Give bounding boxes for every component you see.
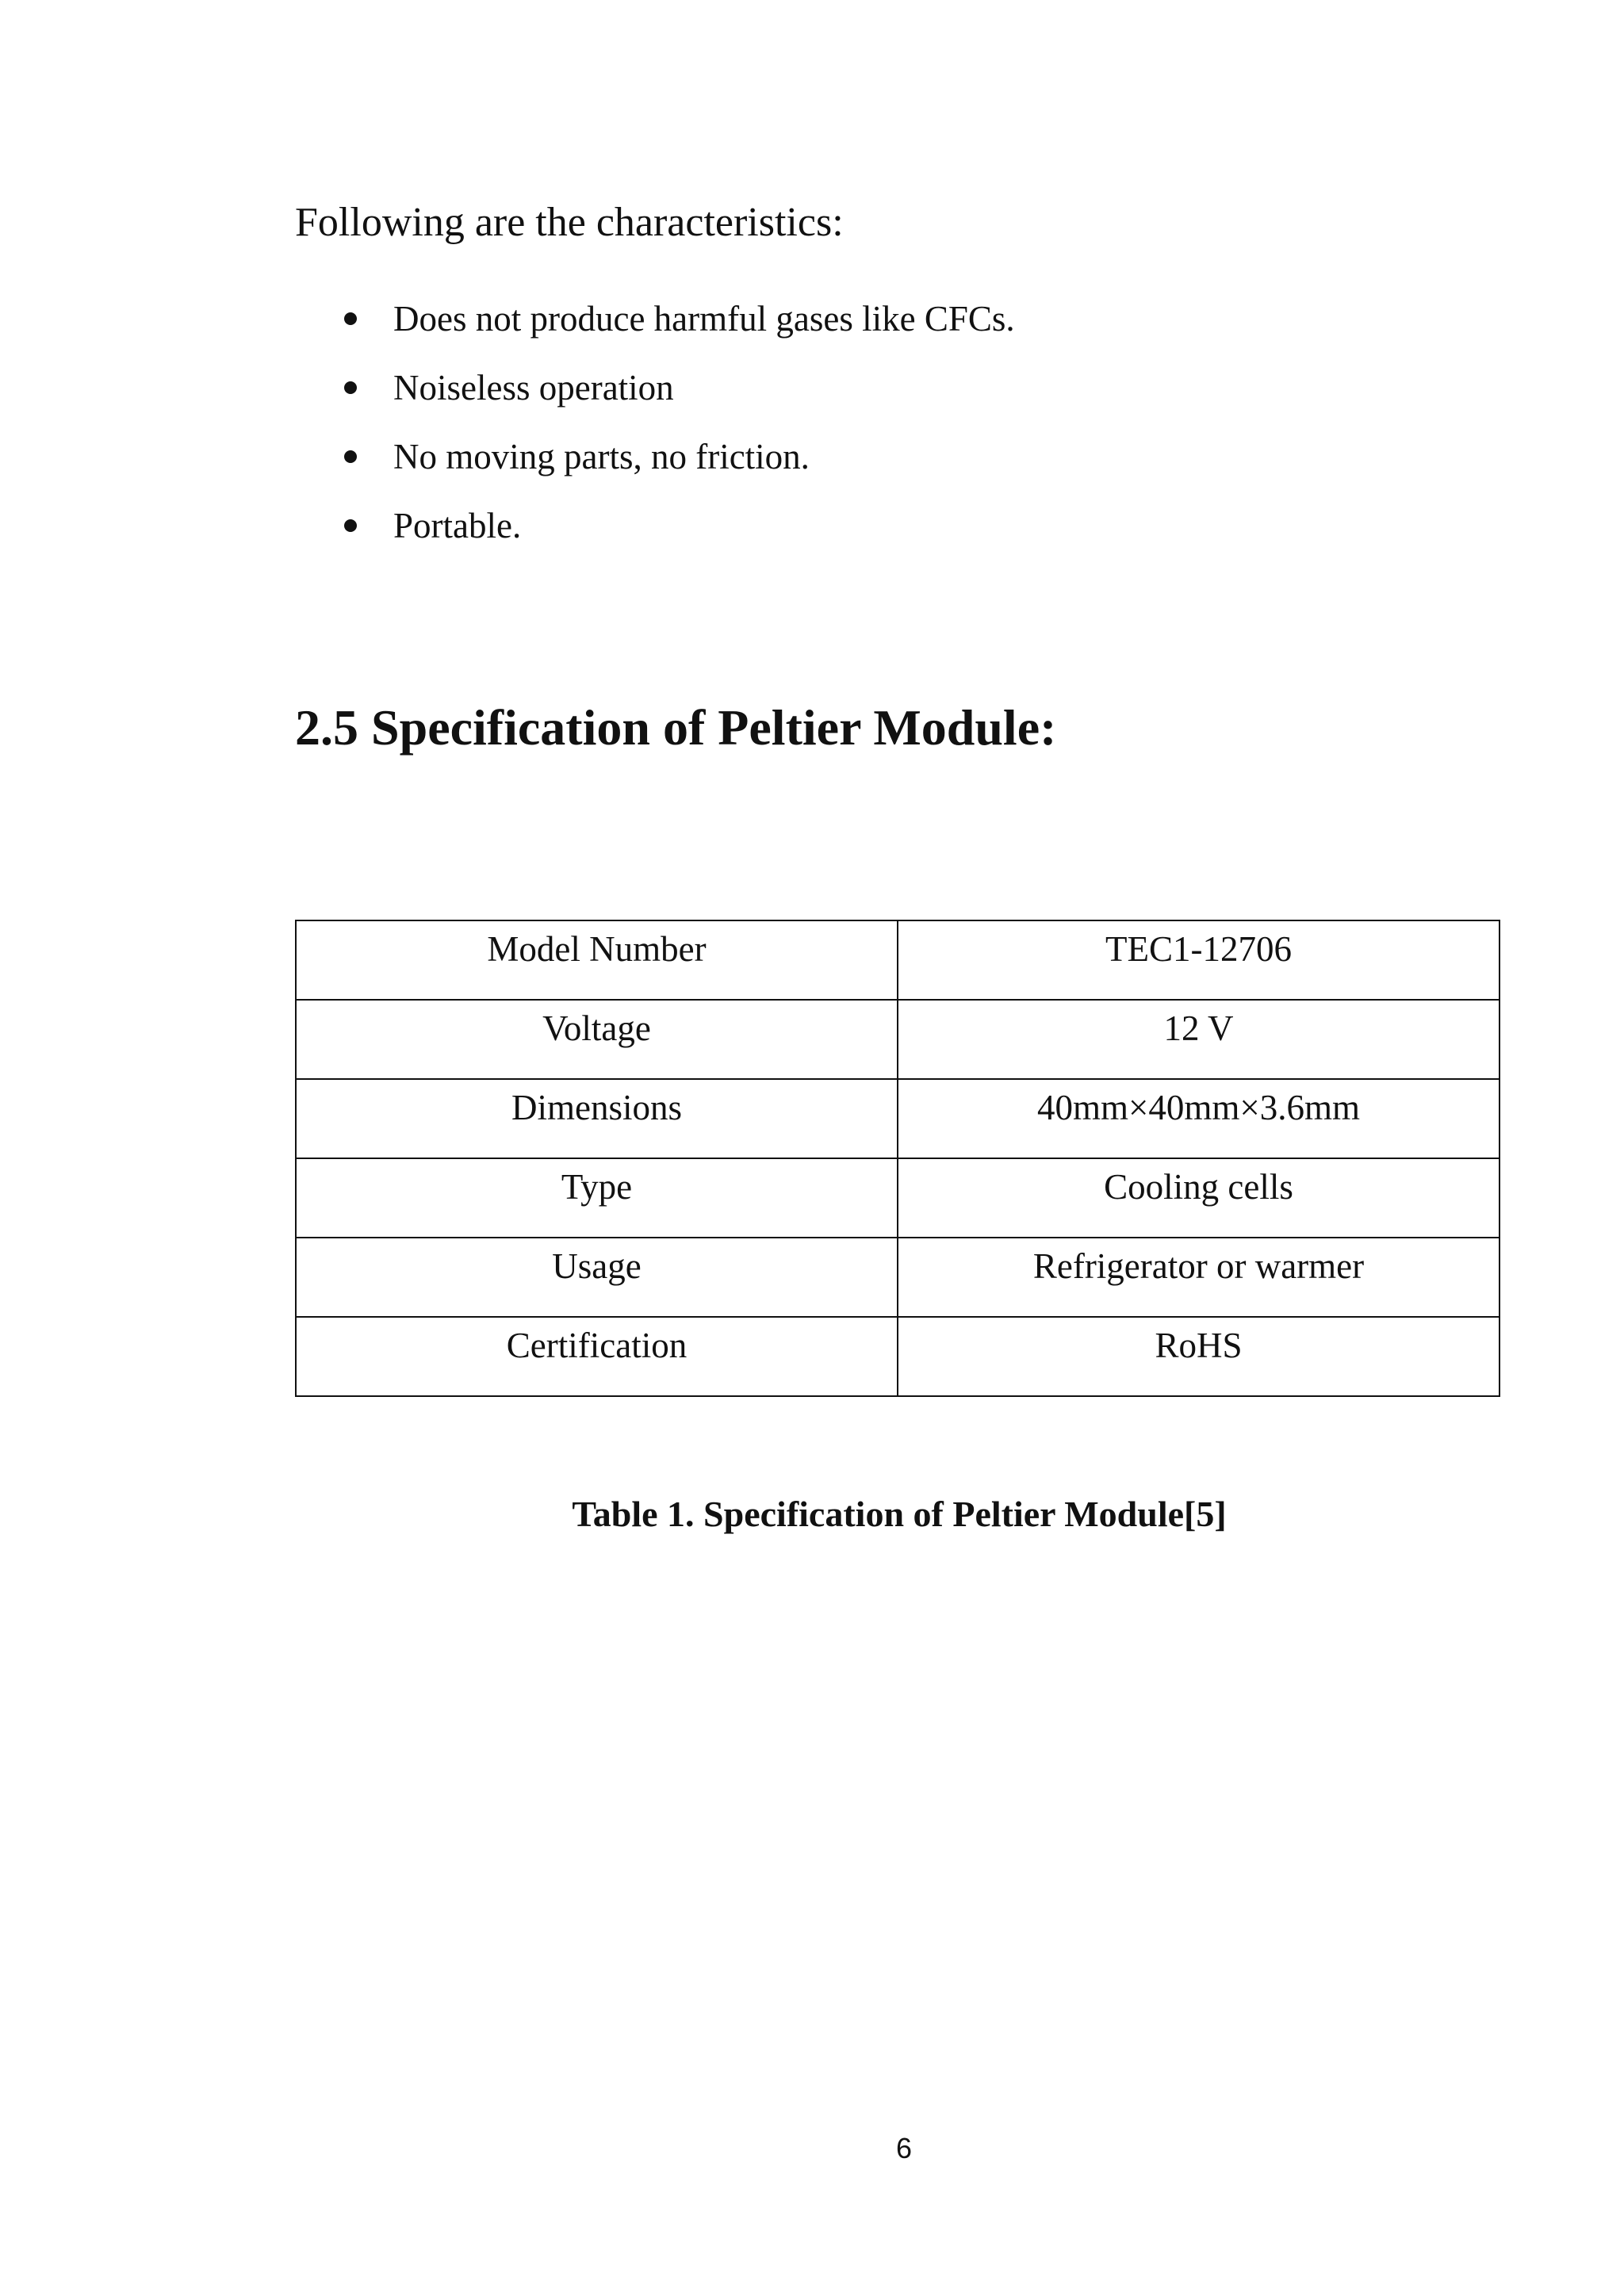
list-item [295, 433, 1015, 502]
list-item [295, 502, 1015, 571]
table-cell-label: Usage [296, 1238, 898, 1317]
table-cell-value: Refrigerator or warmer [898, 1238, 1500, 1317]
table-row [296, 920, 1500, 1000]
list-item [295, 295, 1015, 364]
table-cell-label: Certification [296, 1317, 898, 1396]
table-cell-label: Voltage [296, 1000, 898, 1079]
bullet-icon [344, 519, 357, 532]
page-number: 6 [895, 2132, 913, 2164]
list-item-text: Does not produce harmful gases like CFCs. [393, 299, 1015, 339]
table-row [296, 1000, 1500, 1079]
list-item-text: Noiseless operation [393, 368, 674, 408]
section-heading: 2.5 Specification of Peltier Module: [295, 699, 1057, 756]
table-cell-label: Model Number [296, 920, 898, 1000]
table-cell-value: Cooling cells [898, 1158, 1500, 1238]
table-cell-value: 12 V [898, 1000, 1500, 1079]
intro-text: Following are the characteristics: [295, 200, 844, 245]
list-item [295, 364, 1015, 433]
table-cell-label: Dimensions [296, 1079, 898, 1158]
bullet-icon [344, 381, 357, 394]
table-row [296, 1317, 1500, 1396]
bullet-icon [344, 312, 357, 325]
list-item-text: Portable. [393, 506, 522, 545]
bullet-icon [344, 450, 357, 463]
table-cell-value: RoHS [898, 1317, 1500, 1396]
table-cell-label: Type [296, 1158, 898, 1238]
table-row [296, 1158, 1500, 1238]
characteristics-list [295, 295, 1015, 571]
table-caption: Table 1. Specification of Peltier Module[5] [572, 1494, 1227, 1534]
table-row [296, 1079, 1500, 1158]
table-cell-value: TEC1-12706 [898, 920, 1500, 1000]
table-cell-value: 40mm×40mm×3.6mm [898, 1079, 1500, 1158]
specification-table [295, 920, 1500, 1397]
list-item-text: No moving parts, no friction. [393, 437, 810, 476]
table-row [296, 1238, 1500, 1317]
